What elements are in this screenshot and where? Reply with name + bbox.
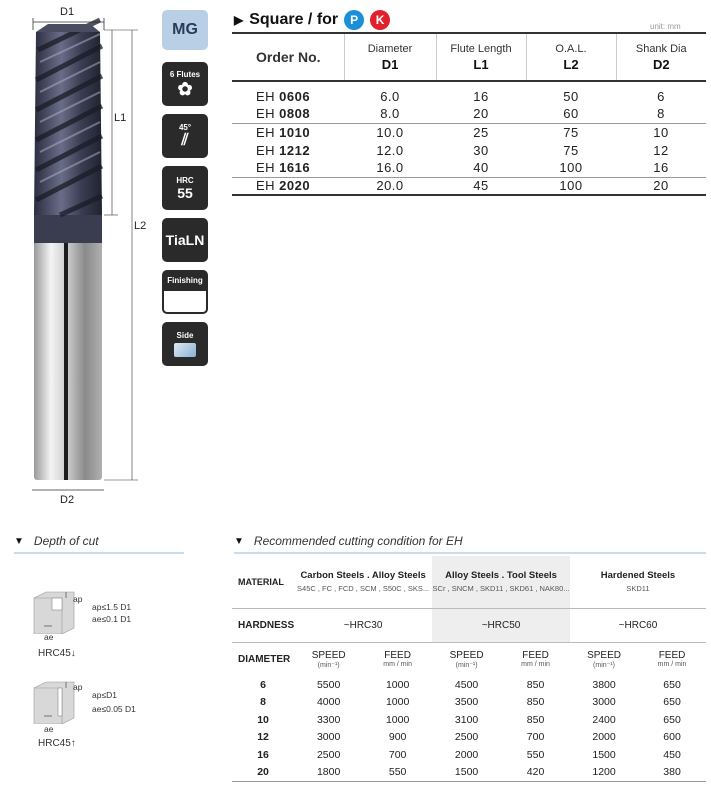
material-carbon: Carbon Steels . Alloy Steels S45C , FC , FCD , SCM , S50C , SKS...	[297, 570, 430, 594]
cell-l1: 20	[473, 106, 489, 122]
cell-d1: 20.0	[376, 178, 404, 194]
spec-table	[232, 32, 706, 196]
hardness-row	[232, 608, 706, 642]
cell-l1: 25	[473, 124, 489, 140]
diameter-label: DIAMETER	[232, 642, 294, 676]
diagram-a-hrc: HRC45↓	[38, 648, 76, 659]
cell-d2: 20	[653, 178, 669, 194]
speed-feed-header-row	[232, 642, 706, 676]
material-row	[232, 556, 706, 608]
header-l1-main: L1	[473, 56, 489, 72]
triangle-down-icon: ▼	[234, 535, 244, 547]
triangle-down-icon: ▼	[14, 535, 24, 547]
unit-note: unit: mm	[650, 22, 681, 31]
spec-header-row	[232, 33, 706, 81]
d1-label: D1	[60, 6, 75, 18]
speed-header: SPEED (min⁻¹)	[432, 642, 501, 676]
cell-d2: 10	[653, 124, 669, 140]
cell-d1: 8.0	[380, 106, 400, 122]
mark-k: K	[370, 10, 390, 30]
flutes-icon: ✿	[177, 78, 193, 99]
cell-l1: 45	[473, 178, 489, 194]
cell-l2: 50	[563, 89, 579, 104]
cell-l1: 40	[473, 160, 489, 176]
cell-d2: 12	[653, 142, 669, 158]
hardness-carbon: ~HRC30	[294, 608, 432, 642]
header-d2-top: Shank Dia	[635, 42, 687, 55]
table-row	[232, 81, 706, 105]
cell-d1: 16.0	[376, 160, 404, 176]
cell-l1: 16	[473, 89, 489, 104]
diagram-b-ae-rule: ae≤0.05 D1	[92, 704, 136, 714]
feed-header: FEED mm / min	[501, 642, 570, 676]
hrc-label: HRC	[176, 175, 194, 185]
hardness-hardened: ~HRC60	[570, 608, 706, 642]
helix-icon: ⫽	[181, 131, 189, 149]
triangle-icon: ▶	[234, 13, 244, 27]
material-label: MATERIAL	[238, 576, 284, 587]
speed-header: SPEED (min⁻¹)	[294, 642, 363, 676]
order-no: EH 1212	[256, 142, 311, 158]
speed-header: SPEED (min⁻¹)	[570, 642, 638, 676]
angle-label: 45°	[178, 122, 192, 132]
l2-label: L2	[134, 220, 147, 232]
finishing-badge	[162, 270, 208, 314]
cell-l2: 100	[559, 160, 583, 176]
header-order-no: Order No.	[232, 33, 344, 81]
order-no: EH 1010	[256, 124, 311, 140]
diagram-b-ap: ap	[73, 682, 83, 692]
header-d1-main: D1	[381, 56, 399, 72]
cell-d2: 8	[657, 106, 665, 122]
end-mill-drawing	[0, 0, 160, 520]
diagram-b-ap-rule: ap≤D1	[92, 690, 117, 700]
mark-p: P	[344, 10, 364, 30]
table-row	[232, 159, 706, 177]
spec-title	[234, 10, 390, 30]
cutting-condition-title: Recommended cutting condition for EH	[253, 534, 463, 548]
diagram-a-ap: ap	[73, 594, 83, 604]
cell-d1: 12.0	[376, 142, 404, 158]
diagram-b-hrc: HRC45↑	[38, 738, 76, 749]
mg-badge: MG	[162, 10, 208, 50]
table-row: 20 1800 550 1500 420 1200 380	[232, 764, 706, 782]
six-flutes-badge	[162, 62, 208, 106]
side-cut-icon	[174, 343, 196, 357]
table-row	[232, 141, 706, 159]
hardness-alloy: ~HRC50	[432, 608, 570, 642]
diagram-a-ae: ae	[44, 632, 54, 642]
table-row	[232, 123, 706, 141]
diagram-b-ae: ae	[44, 724, 54, 734]
header-l2	[526, 33, 616, 81]
cell-d2: 16	[653, 160, 669, 176]
hrc-value: 55	[177, 184, 193, 201]
depth-of-cut-heading	[14, 534, 184, 554]
order-no: EH 0606	[256, 89, 311, 104]
side-badge	[162, 322, 208, 366]
header-l1-top: Flute Length	[450, 42, 512, 55]
cutting-condition-table	[232, 556, 706, 782]
helix-angle-badge	[162, 114, 208, 158]
material-alloy: Alloy Steels . Tool Steels SCr , SNCM , SKD11 , SKD61 , NAK80...	[432, 556, 570, 608]
cell-l2: 100	[559, 178, 583, 194]
feed-header: FEED mm / min	[638, 642, 706, 676]
header-l2-top: O.A.L.	[555, 42, 587, 55]
header-l1	[436, 33, 526, 81]
l1-label: L1	[114, 112, 127, 124]
coating-badge: TiaLN	[162, 218, 208, 262]
table-row: 16 2500 700 2000 550 1500 450	[257, 748, 681, 761]
cutting-condition-heading	[234, 534, 706, 554]
cell-l2: 75	[563, 142, 579, 158]
order-no: EH 1616	[256, 160, 311, 176]
header-d2-main: D2	[652, 56, 670, 72]
cell-l2: 60	[563, 106, 579, 122]
cell-d2: 6	[657, 89, 665, 104]
finishing-label: Finishing	[164, 272, 206, 291]
table-row: 8 4000 1000 3500 850 3000 650	[260, 696, 681, 709]
cell-d1: 10.0	[376, 124, 404, 140]
table-row	[232, 177, 706, 195]
depth-of-cut-title: Depth of cut	[33, 534, 99, 548]
table-row: 10 3300 1000 3100 850 2400 650	[257, 713, 681, 726]
header-d1-top: Diameter	[367, 42, 413, 55]
spec-title-text: Square / for	[249, 11, 339, 28]
diagram-a-ap-rule: ap≤1.5 D1	[92, 602, 132, 612]
material-hardened: Hardened Steels SKD11	[600, 570, 676, 594]
cell-l1: 30	[473, 142, 489, 158]
d2-label: D2	[60, 494, 75, 506]
flutes-label: 6 Flutes	[169, 69, 201, 79]
order-no: EH 2020	[256, 178, 311, 194]
order-no: EH 0808	[256, 106, 311, 122]
feed-header: FEED mm / min	[363, 642, 432, 676]
table-row: 12 3000 900 2500 700 2000 600	[257, 731, 681, 744]
diagram-a-ae-rule: ae≤0.1 D1	[92, 614, 132, 624]
side-label: Side	[176, 331, 194, 340]
table-row	[232, 105, 706, 123]
table-row: 6 5500 1000 4500 850 3800 650	[260, 678, 681, 691]
hardness-label: HARDNESS	[232, 608, 294, 642]
header-l2-main: L2	[563, 56, 579, 72]
hrc-badge	[162, 166, 208, 210]
header-d1	[344, 33, 436, 81]
header-d2	[616, 33, 706, 81]
cell-d1: 6.0	[380, 89, 400, 104]
cell-l2: 75	[563, 124, 579, 140]
